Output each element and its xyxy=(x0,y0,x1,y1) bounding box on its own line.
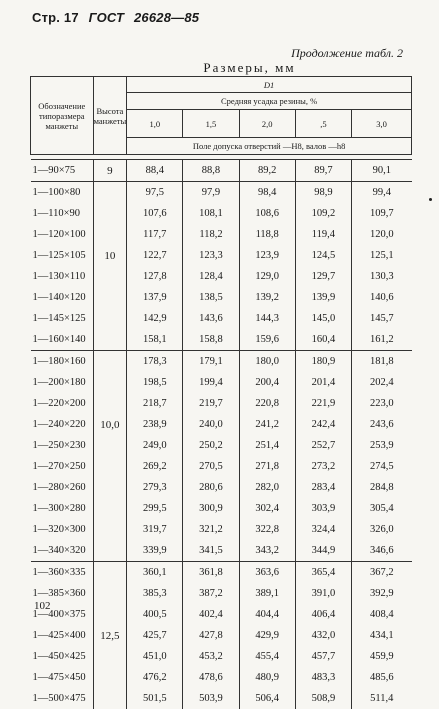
d1-value: 425,7 xyxy=(127,625,183,646)
table-row xyxy=(31,308,412,329)
d1-value: 457,7 xyxy=(295,646,351,667)
d1-value: 300,9 xyxy=(183,498,239,519)
d1-value: 274,5 xyxy=(369,461,394,472)
shrink-value: 3,0 xyxy=(352,110,412,138)
d1-value: 303,9 xyxy=(295,498,351,519)
cuff-designation: 1—125×105 xyxy=(31,245,94,266)
d1-value: 109,7 xyxy=(369,208,394,219)
d1-value: 343,2 xyxy=(239,540,295,562)
d1-value: 251,4 xyxy=(239,435,295,456)
d1-value: 360,1 xyxy=(127,562,183,584)
d1-value: 221,9 xyxy=(295,393,351,414)
cuff-height xyxy=(93,498,127,519)
d1-value: 400,5 xyxy=(127,604,183,625)
cuff-designation: 1—425×400 xyxy=(31,625,94,646)
cuff-height xyxy=(93,372,127,393)
d1-value: 404,4 xyxy=(239,604,295,625)
d1-value: 125,1 xyxy=(369,250,394,261)
d1-value: 506,4 xyxy=(239,688,295,709)
d1-value: 279,3 xyxy=(127,477,183,498)
table-row xyxy=(31,351,412,373)
d1-value: 199,4 xyxy=(183,372,239,393)
d1-value: 137,9 xyxy=(127,287,183,308)
col-header-name: Обозначение типоразмера манжеты xyxy=(31,77,94,155)
d1-value: 201,4 xyxy=(295,372,351,393)
d1-value: 455,4 xyxy=(239,646,295,667)
d1-value: 127,8 xyxy=(127,266,183,287)
d1-value: 459,9 xyxy=(369,651,394,662)
d1-value: 434,1 xyxy=(369,630,394,641)
cuff-designation: 1—180×160 xyxy=(31,351,94,373)
d1-value: 326,0 xyxy=(369,524,394,535)
d1-value: 200,4 xyxy=(239,372,295,393)
d1-value: 361,8 xyxy=(183,562,239,584)
d1-value: 389,1 xyxy=(239,583,295,604)
standard-number: 26628—85 xyxy=(133,10,200,25)
page-label: Стр. 17 xyxy=(32,10,79,25)
d1-value: 123,3 xyxy=(183,245,239,266)
d1-value: 138,5 xyxy=(183,287,239,308)
d1-value: 218,7 xyxy=(127,393,183,414)
d1-value: 145,0 xyxy=(295,308,351,329)
cuff-designation: 1—280×260 xyxy=(31,477,94,498)
cuff-designation: 1—220×200 xyxy=(31,393,94,414)
page-header xyxy=(32,10,199,25)
d1-value: 160,4 xyxy=(295,329,351,351)
table-continuation: Продолжение табл. 2 xyxy=(291,46,403,60)
table-row xyxy=(31,435,412,456)
table-row xyxy=(31,393,412,414)
cuff-height xyxy=(93,329,127,351)
d1-value: 392,9 xyxy=(369,588,394,599)
d1-value: 117,7 xyxy=(127,224,183,245)
d1-value: 223,0 xyxy=(369,398,394,409)
shrink-value: 2,0 xyxy=(239,110,295,138)
page-number: 102 xyxy=(34,600,51,612)
d1-value: 453,2 xyxy=(183,646,239,667)
gost-label: ГОСТ xyxy=(88,10,125,25)
d1-value: 143,6 xyxy=(183,308,239,329)
d1-value: 158,1 xyxy=(127,329,183,351)
d1-value: 271,8 xyxy=(239,456,295,477)
d1-value: 252,7 xyxy=(295,435,351,456)
d1-value: 97,9 xyxy=(183,182,239,204)
table-row xyxy=(31,245,412,266)
d1-value: 485,6 xyxy=(369,672,394,683)
d1-value: 365,4 xyxy=(295,562,351,584)
cuff-height xyxy=(93,351,127,373)
d1-value: 178,3 xyxy=(127,351,183,373)
d1-value: 480,9 xyxy=(239,667,295,688)
cuff-designation: 1—500×475 xyxy=(31,688,94,709)
d1-value: 511,4 xyxy=(370,693,394,704)
cuff-designation: 1—240×220 xyxy=(31,414,94,435)
cuff-height xyxy=(93,562,127,584)
d1-value: 321,2 xyxy=(183,519,239,540)
cuff-designation: 1—475×450 xyxy=(31,667,94,688)
cuff-height xyxy=(93,203,127,224)
col-header-shrink: Средняя усадка резины, % xyxy=(127,93,412,110)
dimensions-table xyxy=(30,76,412,709)
cuff-height xyxy=(93,667,127,688)
d1-value: 202,4 xyxy=(369,377,394,388)
table-row xyxy=(31,160,412,182)
d1-value: 253,9 xyxy=(369,440,394,451)
d1-value: 145,7 xyxy=(369,313,394,324)
table-row xyxy=(31,182,412,204)
d1-value: 339,9 xyxy=(127,540,183,562)
d1-value: 108,1 xyxy=(183,203,239,224)
d1-value: 478,6 xyxy=(183,667,239,688)
cuff-designation: 1—400×375 xyxy=(31,604,94,625)
shrink-value: 1,0 xyxy=(127,110,183,138)
table-row xyxy=(31,266,412,287)
cuff-designation: 1—450×425 xyxy=(31,646,94,667)
d1-value: 181,8 xyxy=(352,351,412,373)
d1-value: 305,4 xyxy=(369,503,394,514)
table-row xyxy=(31,583,412,604)
table-row xyxy=(31,625,412,646)
shrink-value: ,5 xyxy=(295,110,351,138)
d1-value: 123,9 xyxy=(239,245,295,266)
d1-value: 159,6 xyxy=(239,329,295,351)
cuff-height xyxy=(93,540,127,562)
cuff-designation: 1—160×140 xyxy=(31,329,94,351)
d1-value: 273,2 xyxy=(295,456,351,477)
d1-value: 429,9 xyxy=(239,625,295,646)
cuff-height xyxy=(93,308,127,329)
table-row xyxy=(31,372,412,393)
table-row xyxy=(31,519,412,540)
d1-value: 139,9 xyxy=(295,287,351,308)
cuff-designation: 1—90×75 xyxy=(31,160,94,182)
d1-value: 89,2 xyxy=(239,160,295,182)
cuff-height xyxy=(93,224,127,245)
d1-value: 119,4 xyxy=(295,224,351,245)
d1-value: 269,2 xyxy=(127,456,183,477)
d1-value: 408,4 xyxy=(369,609,394,620)
cuff-height xyxy=(93,604,127,625)
d1-value: 99,4 xyxy=(352,182,412,204)
d1-value: 344,9 xyxy=(295,540,351,562)
d1-value: 130,3 xyxy=(369,271,394,282)
cuff-designation: 1—340×320 xyxy=(31,540,94,562)
d1-value: 319,7 xyxy=(127,519,183,540)
d1-value: 483,3 xyxy=(295,667,351,688)
cuff-height: 10,0 xyxy=(93,414,127,435)
d1-value: 501,5 xyxy=(127,688,183,709)
d1-value: 385,3 xyxy=(127,583,183,604)
cuff-designation: 1—200×180 xyxy=(31,372,94,393)
cuff-height: 9 xyxy=(93,160,127,182)
d1-value: 198,5 xyxy=(127,372,183,393)
d1-value: 283,4 xyxy=(295,477,351,498)
d1-value: 391,0 xyxy=(295,583,351,604)
table-row xyxy=(31,562,412,584)
d1-value: 299,5 xyxy=(127,498,183,519)
d1-value: 120,0 xyxy=(369,229,394,240)
d1-value: 406,4 xyxy=(295,604,351,625)
cuff-designation: 1—100×80 xyxy=(31,182,94,204)
cuff-height: 12,5 xyxy=(93,625,127,646)
cuff-designation: 1—110×90 xyxy=(31,203,94,224)
d1-value: 243,6 xyxy=(369,419,394,430)
cuff-designation: 1—300×280 xyxy=(31,498,94,519)
sizes-caption: Размеры, мм xyxy=(203,60,296,75)
table-row xyxy=(31,414,412,435)
d1-value: 109,2 xyxy=(295,203,351,224)
cuff-height xyxy=(93,435,127,456)
table-row xyxy=(31,203,412,224)
d1-value: 363,6 xyxy=(239,562,295,584)
cuff-height: 10 xyxy=(93,245,127,266)
d1-value: 98,9 xyxy=(295,182,351,204)
cuff-height xyxy=(93,583,127,604)
table-row xyxy=(31,287,412,308)
d1-value: 98,4 xyxy=(239,182,295,204)
d1-value: 451,0 xyxy=(127,646,183,667)
d1-value: 107,6 xyxy=(127,203,183,224)
d1-value: 503,9 xyxy=(183,688,239,709)
cuff-height xyxy=(93,182,127,204)
cuff-designation: 1—145×125 xyxy=(31,308,94,329)
table-row xyxy=(31,667,412,688)
table-row xyxy=(31,498,412,519)
d1-value: 322,8 xyxy=(239,519,295,540)
col-header-height: Высота манжеты xyxy=(93,77,127,155)
cuff-height xyxy=(93,456,127,477)
col-header-d1: D1 xyxy=(127,77,412,93)
d1-value: 144,3 xyxy=(239,308,295,329)
table-row xyxy=(31,604,412,625)
cuff-height xyxy=(93,688,127,709)
d1-value: 282,0 xyxy=(239,477,295,498)
d1-value: 242,4 xyxy=(295,414,351,435)
table-row xyxy=(31,456,412,477)
d1-value: 88,4 xyxy=(127,160,183,182)
cuff-designation: 1—385×360 xyxy=(31,583,94,604)
cuff-height xyxy=(93,477,127,498)
cuff-designation: 1—320×300 xyxy=(31,519,94,540)
d1-value: 124,5 xyxy=(295,245,351,266)
d1-value: 302,4 xyxy=(239,498,295,519)
cuff-height xyxy=(93,519,127,540)
d1-value: 402,4 xyxy=(183,604,239,625)
cuff-designation: 1—270×250 xyxy=(31,456,94,477)
d1-value: 88,8 xyxy=(183,160,239,182)
d1-value: 179,1 xyxy=(183,351,239,373)
d1-value: 238,9 xyxy=(127,414,183,435)
d1-value: 122,7 xyxy=(127,245,183,266)
d1-value: 90,1 xyxy=(352,160,412,182)
cuff-designation: 1—130×110 xyxy=(31,266,94,287)
d1-value: 324,4 xyxy=(295,519,351,540)
d1-value: 250,2 xyxy=(183,435,239,456)
d1-value: 139,2 xyxy=(239,287,295,308)
d1-value: 128,4 xyxy=(183,266,239,287)
d1-value: 284,8 xyxy=(369,482,394,493)
d1-value: 129,7 xyxy=(295,266,351,287)
d1-value: 427,8 xyxy=(183,625,239,646)
shrink-value: 1,5 xyxy=(183,110,239,138)
d1-value: 241,2 xyxy=(239,414,295,435)
d1-value: 341,5 xyxy=(183,540,239,562)
d1-value: 158,8 xyxy=(183,329,239,351)
d1-value: 387,2 xyxy=(183,583,239,604)
d1-value: 220,8 xyxy=(239,393,295,414)
d1-value: 270,5 xyxy=(183,456,239,477)
d1-value: 346,6 xyxy=(369,545,394,556)
d1-value: 240,0 xyxy=(183,414,239,435)
d1-value: 142,9 xyxy=(127,308,183,329)
table-row xyxy=(31,540,412,562)
table-row xyxy=(31,477,412,498)
tolerance-note: Поле допуска отверстий —Н8, валов —h8 xyxy=(127,138,412,155)
table-row xyxy=(31,688,412,709)
d1-value: 180,9 xyxy=(295,351,351,373)
table-row xyxy=(31,224,412,245)
d1-value: 97,5 xyxy=(127,182,183,204)
cuff-height xyxy=(93,287,127,308)
d1-value: 367,2 xyxy=(352,562,412,584)
d1-value: 280,6 xyxy=(183,477,239,498)
cuff-height xyxy=(93,646,127,667)
d1-value: 476,2 xyxy=(127,667,183,688)
d1-value: 118,2 xyxy=(183,224,239,245)
d1-value: 129,0 xyxy=(239,266,295,287)
cuff-designation: 1—250×230 xyxy=(31,435,94,456)
d1-value: 118,8 xyxy=(239,224,295,245)
d1-value: 140,6 xyxy=(369,292,394,303)
cuff-designation: 1—360×335 xyxy=(31,562,94,584)
d1-value: 508,9 xyxy=(295,688,351,709)
cuff-designation: 1—140×120 xyxy=(31,287,94,308)
d1-value: 161,2 xyxy=(369,334,394,345)
cuff-height xyxy=(93,393,127,414)
cuff-designation: 1—120×100 xyxy=(31,224,94,245)
d1-value: 249,0 xyxy=(127,435,183,456)
table-row xyxy=(31,329,412,351)
table-row xyxy=(31,646,412,667)
d1-value: 89,7 xyxy=(295,160,351,182)
d1-value: 219,7 xyxy=(183,393,239,414)
d1-value: 432,0 xyxy=(295,625,351,646)
cuff-height xyxy=(93,266,127,287)
scan-speck xyxy=(429,198,432,201)
d1-value: 180,0 xyxy=(239,351,295,373)
d1-value: 108,6 xyxy=(239,203,295,224)
